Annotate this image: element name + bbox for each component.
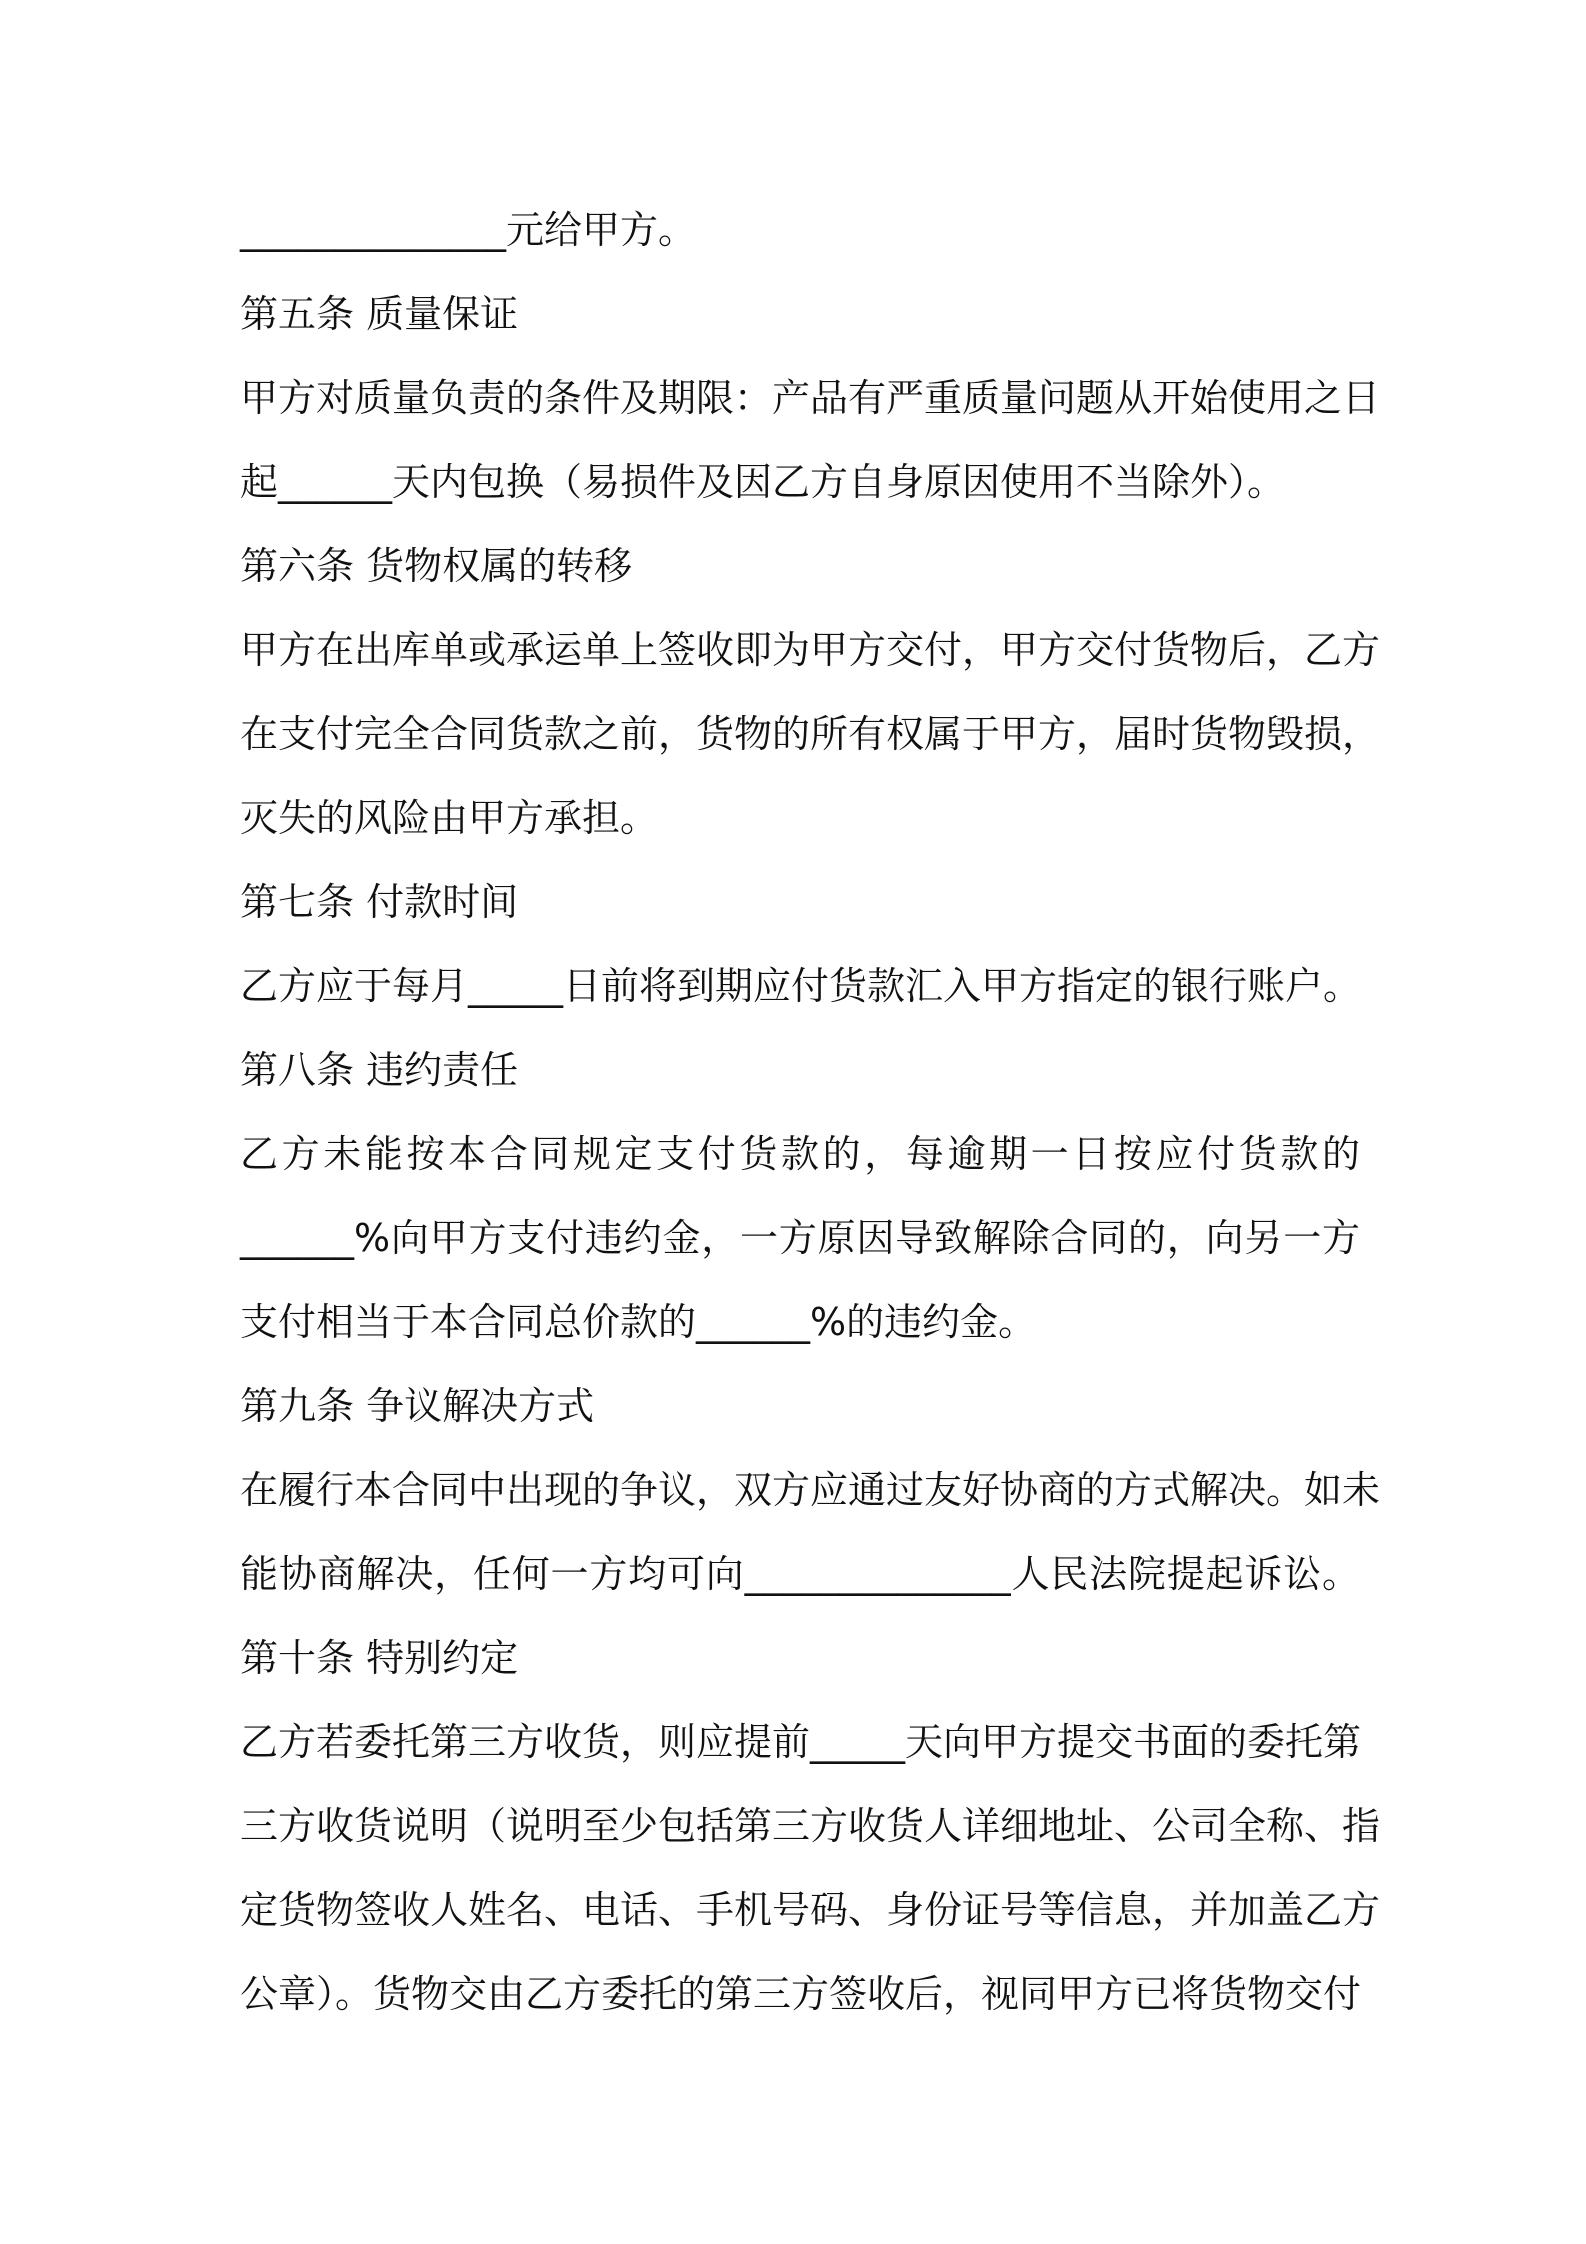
text-line: 起______天内包换（易损件及因乙方自身原因使用不当除外）。	[240, 460, 1286, 504]
text-line: 乙方未能按本合同规定支付货款的，每逾期一日按应付货款的	[240, 1132, 1360, 1176]
text-line: ______________元给甲方。	[240, 208, 697, 252]
text-line: 定货物签收人姓名、电话、手机号码、身份证号等信息，并加盖乙方	[240, 1888, 1381, 1932]
text-line: 灭失的风险由甲方承担。	[240, 796, 659, 840]
text-line: 在支付完全合同货款之前，货物的所有权属于甲方，届时货物毁损，	[240, 712, 1381, 756]
text-line: 公章）。货物交由乙方委托的第三方签收后，视同甲方已将货物交付	[240, 1972, 1362, 2016]
text-line: 三方收货说明（说明至少包括第三方收货人详细地址、公司全称、指	[240, 1804, 1381, 1848]
section-heading: 第五条 质量保证	[240, 292, 519, 336]
text-line: 乙方应于每月_____日前将到期应付货款汇入甲方指定的银行账户。	[240, 964, 1362, 1008]
text-line: 甲方对质量负责的条件及期限：产品有严重质量问题从开始使用之日	[240, 376, 1381, 420]
section-heading: 第九条 争议解决方式	[240, 1384, 595, 1428]
text-line: ______%向甲方支付违约金，一方原因导致解除合同的，向另一方	[240, 1216, 1360, 1260]
section-heading: 第六条 货物权属的转移	[240, 544, 633, 588]
section-heading: 第十条 特别约定	[240, 1636, 519, 1680]
section-heading: 第八条 违约责任	[240, 1048, 519, 1092]
text-line: 在履行本合同中出现的争议，双方应通过友好协商的方式解决。如未	[240, 1468, 1381, 1512]
section-heading: 第七条 付款时间	[240, 880, 519, 924]
text-line: 能协商解决，任何一方均可向______________人民法院提起诉讼。	[240, 1552, 1360, 1596]
text-line: 甲方在出库单或承运单上签收即为甲方交付，甲方交付货物后，乙方	[240, 628, 1381, 672]
text-line: 乙方若委托第三方收货，则应提前_____天向甲方提交书面的委托第	[240, 1720, 1362, 1764]
text-line: 支付相当于本合同总价款的______%的违约金。	[240, 1300, 1037, 1344]
